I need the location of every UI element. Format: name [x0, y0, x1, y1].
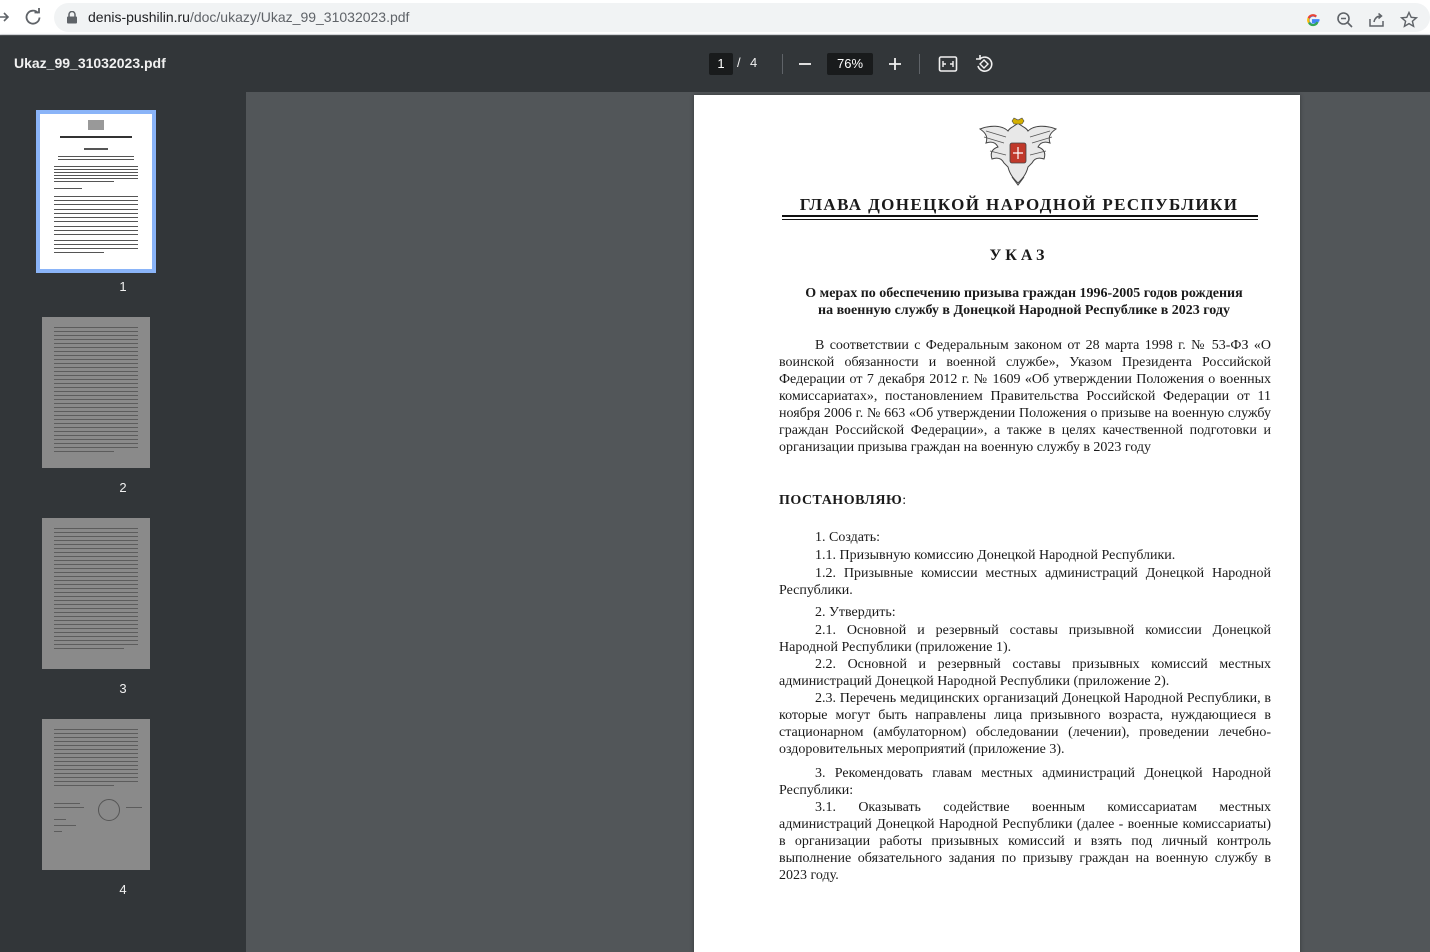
pdf-viewer[interactable]	[246, 92, 1430, 952]
decree-item: 2. Утвердить:	[815, 605, 896, 620]
decree-item: 2.2. Основной и резервный составы призывных комиссий местных администраций Донецкой Народной Республики (приложение 2).	[779, 657, 1271, 689]
url-text[interactable]	[88, 9, 409, 25]
page-thumbnail[interactable]	[42, 719, 150, 870]
thumbnail-label: 4	[119, 882, 127, 897]
total-pages: 4	[750, 55, 758, 70]
google-icon[interactable]	[1302, 9, 1324, 31]
heading-rule	[782, 219, 1258, 220]
zoom-out-icon[interactable]	[793, 52, 817, 76]
page-thumbnail[interactable]	[42, 317, 150, 468]
decree-item: 1.2. Призывные комиссии местных администраций Донецкой Народной Республики.	[779, 566, 1271, 598]
share-icon[interactable]	[1366, 9, 1388, 31]
decree-item: 1.1. Призывную комиссию Донецкой Народной Республики.	[815, 548, 1176, 563]
pdf-toolbar	[0, 36, 1430, 92]
decree-word-text: ПОСТАНОВЛЯЮ	[779, 493, 903, 508]
page-thumbnail[interactable]	[42, 518, 150, 669]
decree-word	[779, 493, 907, 509]
thumbnail-label: 1	[119, 279, 127, 294]
page-separator: /	[737, 55, 741, 70]
pdf-page	[694, 95, 1300, 952]
thumbnail-label: 3	[119, 681, 127, 696]
browser-toolbar	[0, 0, 1430, 35]
thumbnail-label: 2	[119, 480, 127, 495]
pdf-file-name: Ukaz_99_31032023.pdf	[14, 55, 166, 71]
document-type: УКАЗ	[989, 247, 1049, 264]
reload-icon[interactable]	[22, 6, 44, 28]
zoom-in-icon[interactable]	[883, 52, 907, 76]
document-subtitle	[794, 285, 1254, 319]
subtitle-line: О мерах по обеспечению призыва граждан 1996-2005 годов рождения	[805, 286, 1243, 301]
url-path: /doc/ukazy/Ukaz_99_31032023.pdf	[189, 9, 410, 25]
decree-item: 2.3. Перечень медицинских организаций Донецкой Народной Республики, в которые могут быть направлены лица призывного возраста, нуждающиеся в стационарном (амбулаторном) обследовании (лечении), проведении лечебно-оздоровительных мероприятий (приложение 3).	[779, 691, 1271, 757]
rotate-icon[interactable]	[972, 52, 996, 76]
fit-page-icon[interactable]	[936, 52, 960, 76]
heading-rule	[782, 215, 1258, 217]
bookmark-star-icon[interactable]	[1398, 9, 1420, 31]
coat-of-arms-icon	[976, 117, 1060, 189]
page-thumbnail[interactable]	[40, 114, 152, 269]
document-heading: ГЛАВА ДОНЕЦКОЙ НАРОДНОЙ РЕСПУБЛИКИ	[799, 195, 1239, 214]
decree-item: 2.1. Основной и резервный составы призывной комиссии Донецкой Народной Республики (приложение 1).	[779, 623, 1271, 655]
current-page-input[interactable]: 1	[709, 53, 733, 75]
zoom-level-input[interactable]: 76%	[827, 53, 873, 75]
forward-icon[interactable]	[0, 9, 10, 25]
lock-icon[interactable]	[66, 11, 78, 24]
toolbar-divider	[782, 54, 783, 74]
decree-colon: :	[902, 493, 907, 508]
decree-item: 3.1. Оказывать содействие военным комиссариатам местных администраций Донецкой Народной Республики (далее - военные комиссариаты) в организации работы призывных комиссий и взять под личный контроль выполнение обязательного задания по призыву граждан на военную службу в 2023 году.	[779, 800, 1271, 883]
toolbar-divider	[919, 54, 920, 74]
preamble-paragraph: В соответствии с Федеральным законом от 28 марта 1998 г. № 53-ФЗ «О воинской обязанности и военной службе», Указом Президента Российской Федерации от 7 декабря 2012 г. № 1609 «Об утверждении Положения о военных комиссариатах», постановлением Правительства Российской Федерации от 11 ноября 2006 г. № 663 «Об утверждении Положения о призыве на военную службу граждан Российской Федерации», а также в целях качественной подготовки и организации призыва граждан на военную службу в 2023 году	[779, 338, 1271, 455]
address-bar[interactable]	[54, 3, 1430, 32]
decree-item: 1. Создать:	[815, 530, 880, 545]
zoom-icon[interactable]	[1334, 9, 1356, 31]
url-host: denis-pushilin.ru	[88, 9, 190, 25]
thumbnail-sidebar	[0, 92, 246, 952]
subtitle-line: на военную службу в Донецкой Народной Республике в 2023 году	[818, 303, 1230, 318]
decree-item: 3. Рекомендовать главам местных администраций Донецкой Народной Республики:	[779, 766, 1271, 798]
